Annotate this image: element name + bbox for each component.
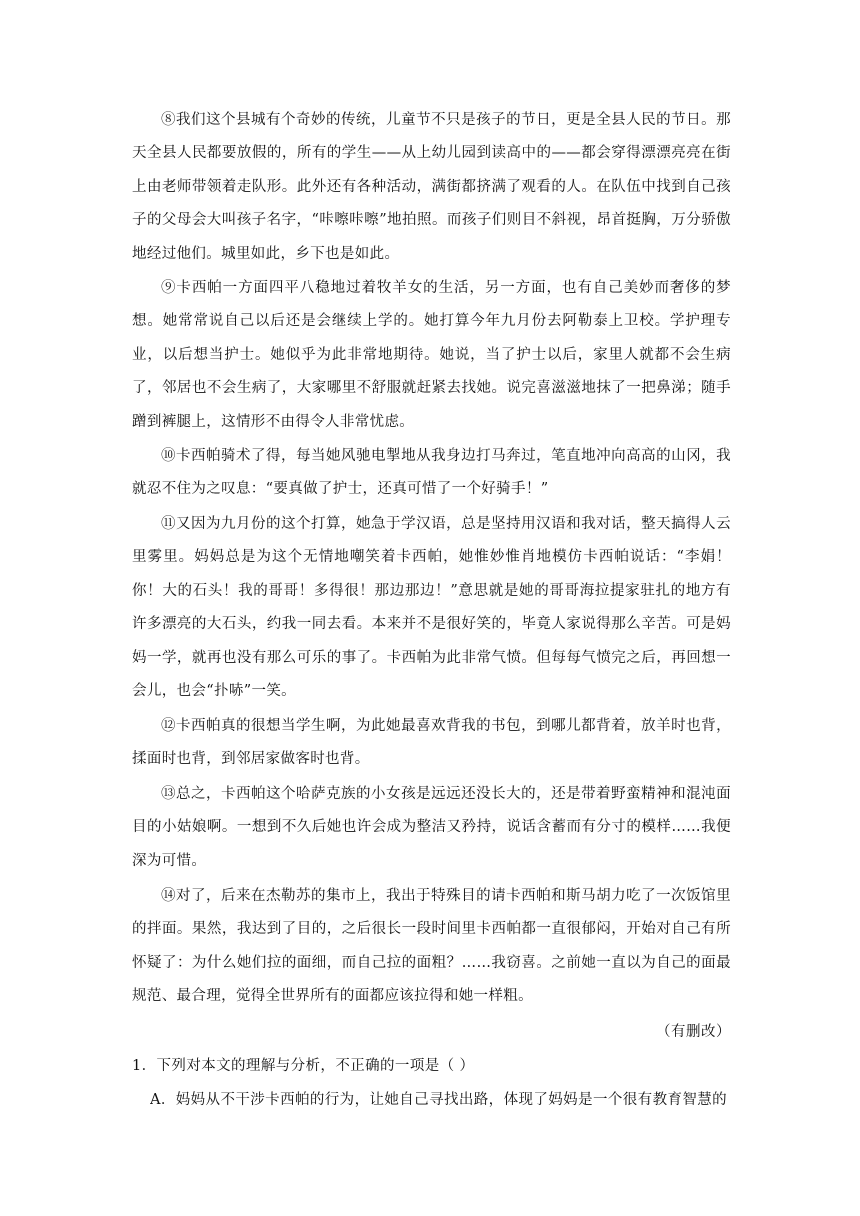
paragraph-8: ⑧我们这个县城有个奇妙的传统，儿童节不只是孩子的节日，更是全县人民的节日。那天全县人民都要放假的，所有的学生——从上幼儿园到读高中的——都会穿得漂漂亮亮在街上由老师带领着走队形。此外还有各种活动，满街都挤满了观看的人。在队伍中找到自己孩子的父母会大叫孩子名字，“咔嚓咔嚓”地拍照。而孩子们则目不斜视，昂首挺胸，万分骄傲地经过他们。城里如此，乡下也是如此。 xyxy=(132,112,731,262)
question-stem: 1．下列对本文的理解与分析，不正确的一项是（ ） xyxy=(132,1058,475,1074)
paragraph-11: ⑪又因为九月份的这个打算，她急于学汉语，总是坚持用汉语和我对话，整天搞得人云里雾里。妈妈总是为这个无情地嘲笑着卡西帕，她惟妙惟肖地模仿卡西帕说话：“李娟！你！大的石头！我的哥哥！多得很！那边那边！”意思就是她的哥哥海拉提家驻扎的地方有许多漂亮的大石头，约我一同去看。本来并不是很好笑的，毕竟人家说得那么辛苦。可是妈妈一学，就再也没有那么可乐的事了。卡西帕为此非常气愤。但每每气愤完之后，再回想一会儿，也会“扑哧”一笑。 xyxy=(132,516,731,700)
attribution-note: （有删改） xyxy=(656,1024,731,1040)
question-option-a: A．妈妈从不干涉卡西帕的行为，让她自己寻找出路，体现了妈妈是一个很有教育智慧的 xyxy=(150,1092,728,1108)
paragraph-10: ⑩卡西帕骑术了得，每当她风驰电掣地从我身边打马奔过，笔直地冲向高高的山冈，我就忍不住为之叹息：“要真做了护士，还真可惜了一个好骑手！” xyxy=(132,448,731,498)
paragraph-9: ⑨卡西帕一方面四平八稳地过着牧羊女的生活，另一方面，也有自己美妙而奢侈的梦想。她常常说自己以后还是会继续上学的。她打算今年九月份去阿勒泰上卫校。学护理专业，以后想当护士。她似乎为此非常地期待。她说，当了护士以后，家里人就都不会生病了，邻居也不会生病了，大家哪里不舒服就赶紧去找她。说完喜滋滋地抹了一把鼻涕；随手蹭到裤腿上，这情形不由得令人非常忧虑。 xyxy=(132,280,731,430)
paragraph-12: ⑫卡西帕真的很想当学生啊，为此她最喜欢背我的书包，到哪儿都背着，放羊时也背，揉面时也背，到邻居家做客时也背。 xyxy=(132,718,731,768)
paragraph-14: ⑭对了，后来在杰勒苏的集市上，我出于特殊目的请卡西帕和斯马胡力吃了一次饭馆里的拌面。果然，我达到了目的，之后很长一段时间里卡西帕都一直很郁闷，开始对自己有所怀疑了：为什么她们拉的面细，而自己拉的面粗？……我窃喜。之前她一直以为自己的面最规范、最合理，觉得全世界所有的面都应该拉得和她一样粗。 xyxy=(132,888,731,1005)
paragraph-13: ⑬总之，卡西帕这个哈萨克族的小女孩是远远还没长大的，还是带着野蛮精神和混沌面目的小姑娘啊。一想到不久后她也许会成为整洁又矜持，说话含蓄而有分寸的模样……我便深为可惜。 xyxy=(132,786,731,869)
